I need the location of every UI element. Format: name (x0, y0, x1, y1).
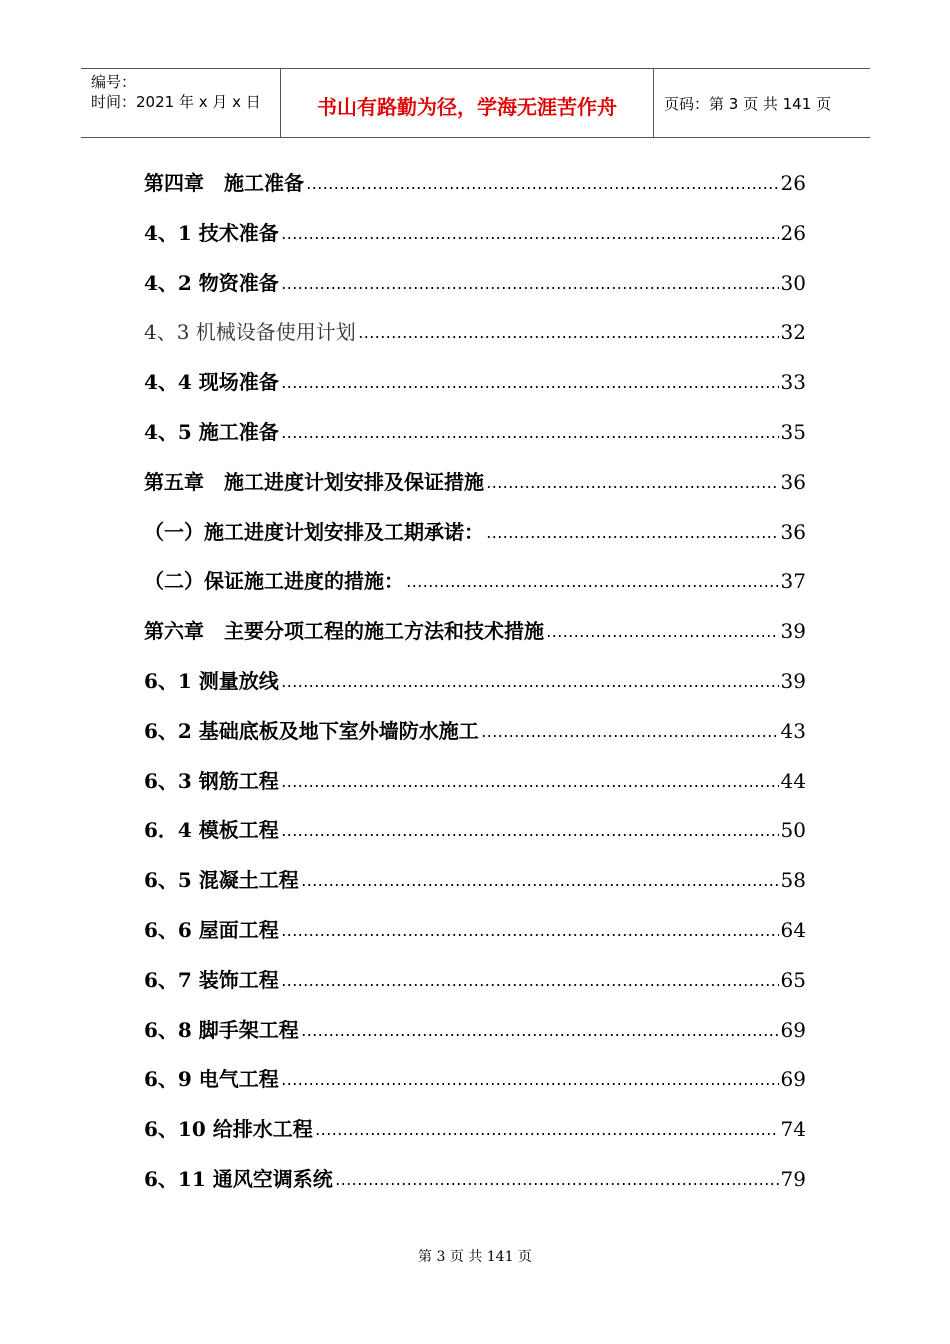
toc-entry-title: 6、2 基础底板及地下室外墙防水施工 (144, 718, 479, 743)
toc-entry-title: 6、6 屋面工程 (144, 917, 279, 942)
toc-entry[interactable] (144, 716, 806, 766)
toc-entry-page: 64 (780, 917, 806, 942)
toc-entry-page: 69 (780, 1067, 806, 1092)
toc-leader-dots (281, 268, 779, 290)
date-label: 时间：2021 年 x 月 x 日 (91, 93, 261, 111)
toc-entry-title: 6、1 测量放线 (144, 668, 279, 693)
toc-entry[interactable] (144, 865, 806, 915)
toc-leader-dots (281, 766, 779, 788)
toc-entry[interactable] (144, 268, 806, 318)
toc-entry-page: 74 (780, 1117, 806, 1142)
toc-entry-page: 58 (780, 868, 806, 893)
toc-entry-title: 6、3 钢筋工程 (144, 768, 279, 793)
toc-entry-title: 6、7 装饰工程 (144, 967, 279, 992)
toc-entry[interactable] (144, 1064, 806, 1114)
toc-entry-title: 6、11 通风空调系统 (144, 1166, 333, 1191)
toc-entry[interactable] (144, 1164, 806, 1214)
toc-entry[interactable] (144, 965, 806, 1015)
toc-entry[interactable] (144, 766, 806, 816)
toc-leader-dots (301, 865, 779, 887)
toc-entry-page: 37 (780, 569, 806, 594)
serial-number-label: 编号： (91, 73, 137, 91)
toc-entry-page: 69 (780, 1017, 806, 1042)
toc-entry[interactable] (144, 915, 806, 965)
toc-entry-page: 36 (780, 469, 806, 494)
toc-entry-page: 26 (780, 171, 806, 195)
toc-entry-page: 30 (780, 270, 806, 295)
header-left-cell (81, 69, 281, 137)
toc-leader-dots (481, 716, 779, 738)
toc-entry-title: 4、2 物资准备 (144, 270, 279, 295)
toc-leader-dots (486, 517, 779, 539)
header-right-cell (654, 69, 870, 137)
toc-entry-title: 6．4 模板工程 (144, 818, 279, 843)
page-header (81, 68, 870, 138)
toc-entry-title: 4、3 机械设备使用计划 (144, 320, 356, 345)
toc-entry-title: 6、8 脚手架工程 (144, 1017, 299, 1042)
toc-entry[interactable] (144, 1015, 806, 1065)
toc-leader-dots (281, 915, 779, 937)
toc-leader-dots (281, 1064, 779, 1086)
toc-entry-page: 33 (780, 370, 806, 395)
toc-entry[interactable] (144, 317, 806, 367)
toc-entry-title: 6、5 混凝土工程 (144, 868, 299, 893)
toc-entry[interactable] (144, 417, 806, 467)
toc-entry-page: 32 (780, 320, 806, 345)
toc-entry[interactable] (144, 168, 806, 218)
toc-entry-page: 79 (780, 1166, 806, 1191)
toc-leader-dots (281, 815, 779, 837)
toc-entry-page: 50 (780, 818, 806, 843)
toc-entry[interactable] (144, 566, 806, 616)
toc-entry-page: 35 (780, 419, 806, 444)
toc-entry-page: 26 (780, 220, 806, 245)
toc-leader-dots (358, 317, 779, 339)
toc-leader-dots (486, 467, 779, 489)
motto-text: 书山有路勤为径，学海无涯苦作舟 (317, 95, 617, 119)
toc-entry-title: 6、10 给排水工程 (144, 1117, 313, 1142)
toc-entry[interactable] (144, 367, 806, 417)
toc-leader-dots (406, 566, 779, 588)
header-middle-cell (281, 69, 654, 137)
toc-entry[interactable] (144, 218, 806, 268)
toc-entry-page: 39 (780, 668, 806, 693)
toc-entry-page: 36 (780, 519, 806, 544)
toc-entry-page: 39 (780, 619, 806, 644)
toc-leader-dots (306, 168, 779, 190)
toc-entry[interactable] (144, 467, 806, 517)
toc-entry-title: 4、4 现场准备 (144, 370, 279, 395)
toc-leader-dots (281, 965, 779, 987)
toc-leader-dots (335, 1164, 779, 1186)
page-info: 页码：第 3 页 共 141 页 (664, 95, 832, 113)
toc-entry[interactable] (144, 517, 806, 567)
toc-leader-dots (281, 417, 779, 439)
toc-leader-dots (281, 666, 779, 688)
toc-entry-title: 6、9 电气工程 (144, 1067, 279, 1092)
toc-entry-title: 4、5 施工准备 (144, 419, 279, 444)
toc-entry[interactable] (144, 616, 806, 666)
toc-entry-title: （一）施工进度计划安排及工期承诺： (144, 519, 484, 544)
toc-entry[interactable] (144, 666, 806, 716)
toc-leader-dots (301, 1015, 779, 1037)
toc-entry-title: （二）保证施工进度的措施： (144, 569, 404, 594)
toc-leader-dots (546, 616, 779, 638)
toc-entry-title: 第五章 施工进度计划安排及保证措施 (144, 469, 484, 494)
toc-entry-title: 第四章 施工准备 (144, 171, 304, 195)
toc-entry-page: 44 (780, 768, 806, 793)
table-of-contents (144, 168, 806, 1214)
toc-leader-dots (281, 218, 779, 240)
page-footer: 第 3 页 共 141 页 (418, 1249, 532, 1265)
toc-leader-dots (315, 1114, 779, 1136)
toc-entry-title: 4、1 技术准备 (144, 220, 279, 245)
toc-entry-title: 第六章 主要分项工程的施工方法和技术措施 (144, 619, 544, 644)
toc-entry-page: 43 (780, 718, 806, 743)
toc-entry[interactable] (144, 815, 806, 865)
toc-entry[interactable] (144, 1114, 806, 1164)
toc-leader-dots (281, 367, 779, 389)
toc-entry-page: 65 (780, 967, 806, 992)
